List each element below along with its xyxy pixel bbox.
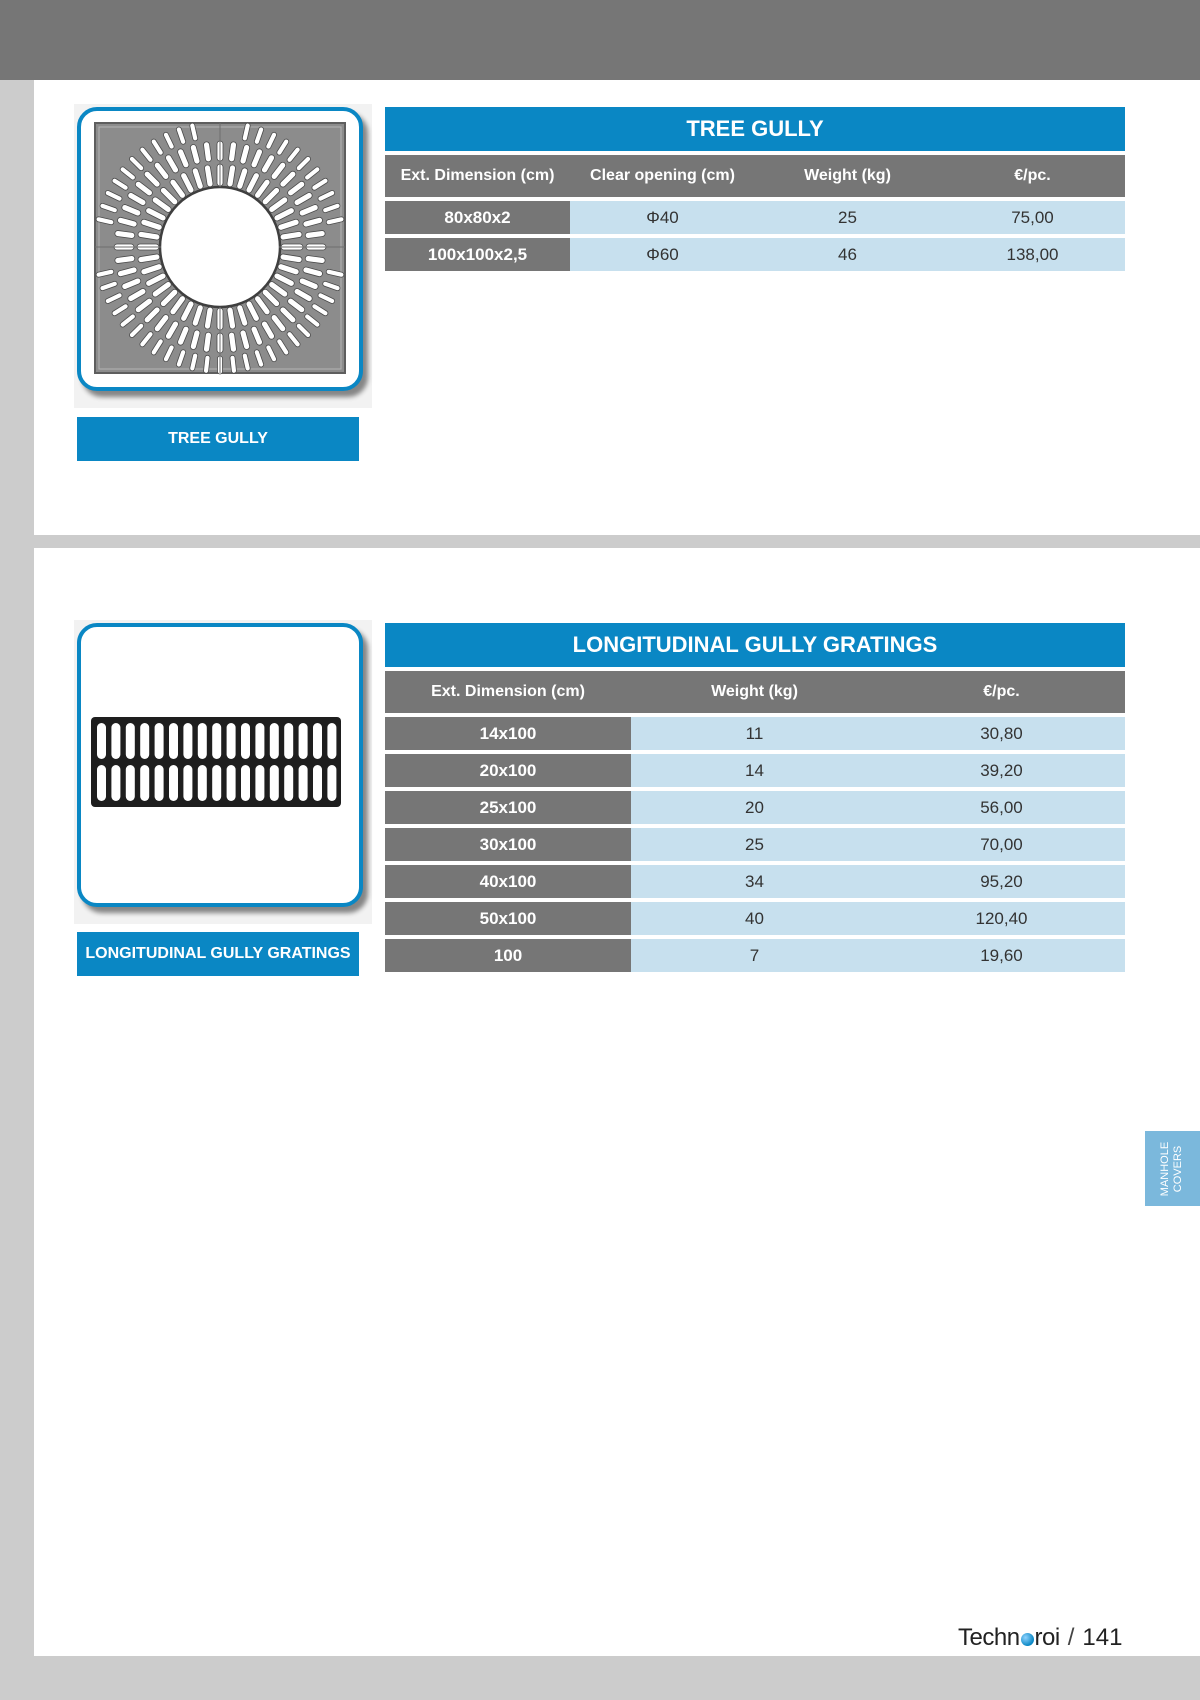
dimension-cell: 30x100 <box>385 824 631 861</box>
table-row <box>385 787 1125 824</box>
price-cell: 75,00 <box>940 197 1125 234</box>
price-cell: 56,00 <box>878 787 1125 824</box>
brand-text-end: roi <box>1034 1624 1060 1651</box>
table-row <box>385 234 1125 271</box>
weight-cell: 34 <box>631 861 878 898</box>
brand-globe-icon <box>1021 1633 1034 1646</box>
side-tab-label <box>1160 1141 1186 1195</box>
weight-cell: 46 <box>755 234 940 271</box>
top-header-bar <box>0 0 1200 80</box>
tree-gully-grate-image <box>81 111 359 387</box>
table-row <box>385 824 1125 861</box>
weight-cell: 7 <box>631 935 878 972</box>
column-header: Weight (kg) <box>755 151 940 197</box>
dimension-cell: 100x100x2,5 <box>385 234 570 271</box>
weight-cell: 25 <box>755 197 940 234</box>
column-header: Ext. Dimension (cm) <box>385 151 570 197</box>
price-table-tree-gully <box>385 107 1125 271</box>
table-row <box>385 935 1125 972</box>
column-header: €/pc. <box>940 151 1125 197</box>
column-header: Clear opening (cm) <box>570 151 755 197</box>
column-header: €/pc. <box>878 667 1125 713</box>
side-tab-line: MANHOLE <box>1159 1141 1172 1196</box>
weight-cell: 14 <box>631 750 878 787</box>
price-cell: 95,20 <box>878 861 1125 898</box>
dimension-cell: 80x80x2 <box>385 197 570 234</box>
page-footer <box>958 1624 1122 1654</box>
section-side-tab[interactable] <box>1145 1131 1200 1206</box>
price-cell: 19,60 <box>878 935 1125 972</box>
price-cell: 30,80 <box>878 713 1125 750</box>
product-photo-frame <box>74 620 372 924</box>
weight-cell: 20 <box>631 787 878 824</box>
table-row <box>385 750 1125 787</box>
product-caption: TREE GULLY <box>77 417 359 461</box>
longitudinal-grating-image <box>81 627 359 903</box>
price-table-longitudinal-gratings <box>385 623 1125 972</box>
table-row <box>385 713 1125 750</box>
dimension-cell: 100 <box>385 935 631 972</box>
table-row <box>385 898 1125 935</box>
weight-cell: 40 <box>631 898 878 935</box>
product-photo-frame <box>74 104 372 408</box>
clear-opening-cell: Φ40 <box>570 197 755 234</box>
table-row <box>385 861 1125 898</box>
footer-separator: / <box>1067 1624 1075 1651</box>
table-title: TREE GULLY <box>385 107 1125 151</box>
page-number: 141 <box>1082 1624 1123 1651</box>
brand-logo <box>958 1624 1060 1652</box>
dimension-cell: 14x100 <box>385 713 631 750</box>
product-caption: LONGITUDINAL GULLY GRATINGS <box>77 932 359 976</box>
side-tab-line: COVERS <box>1172 1145 1185 1192</box>
dimension-cell: 50x100 <box>385 898 631 935</box>
price-cell: 120,40 <box>878 898 1125 935</box>
brand-text-start: Techn <box>958 1624 1020 1651</box>
price-cell: 138,00 <box>940 234 1125 271</box>
dimension-cell: 25x100 <box>385 787 631 824</box>
price-cell: 39,20 <box>878 750 1125 787</box>
weight-cell: 11 <box>631 713 878 750</box>
dimension-cell: 40x100 <box>385 861 631 898</box>
column-header: Weight (kg) <box>631 667 878 713</box>
dimension-cell: 20x100 <box>385 750 631 787</box>
clear-opening-cell: Φ60 <box>570 234 755 271</box>
table-title: LONGITUDINAL GULLY GRATINGS <box>385 623 1125 667</box>
price-cell: 70,00 <box>878 824 1125 861</box>
product-photo-tree-gully <box>77 107 363 391</box>
weight-cell: 25 <box>631 824 878 861</box>
column-header: Ext. Dimension (cm) <box>385 667 631 713</box>
product-photo-longitudinal-gratings <box>77 623 363 907</box>
table-row <box>385 197 1125 234</box>
